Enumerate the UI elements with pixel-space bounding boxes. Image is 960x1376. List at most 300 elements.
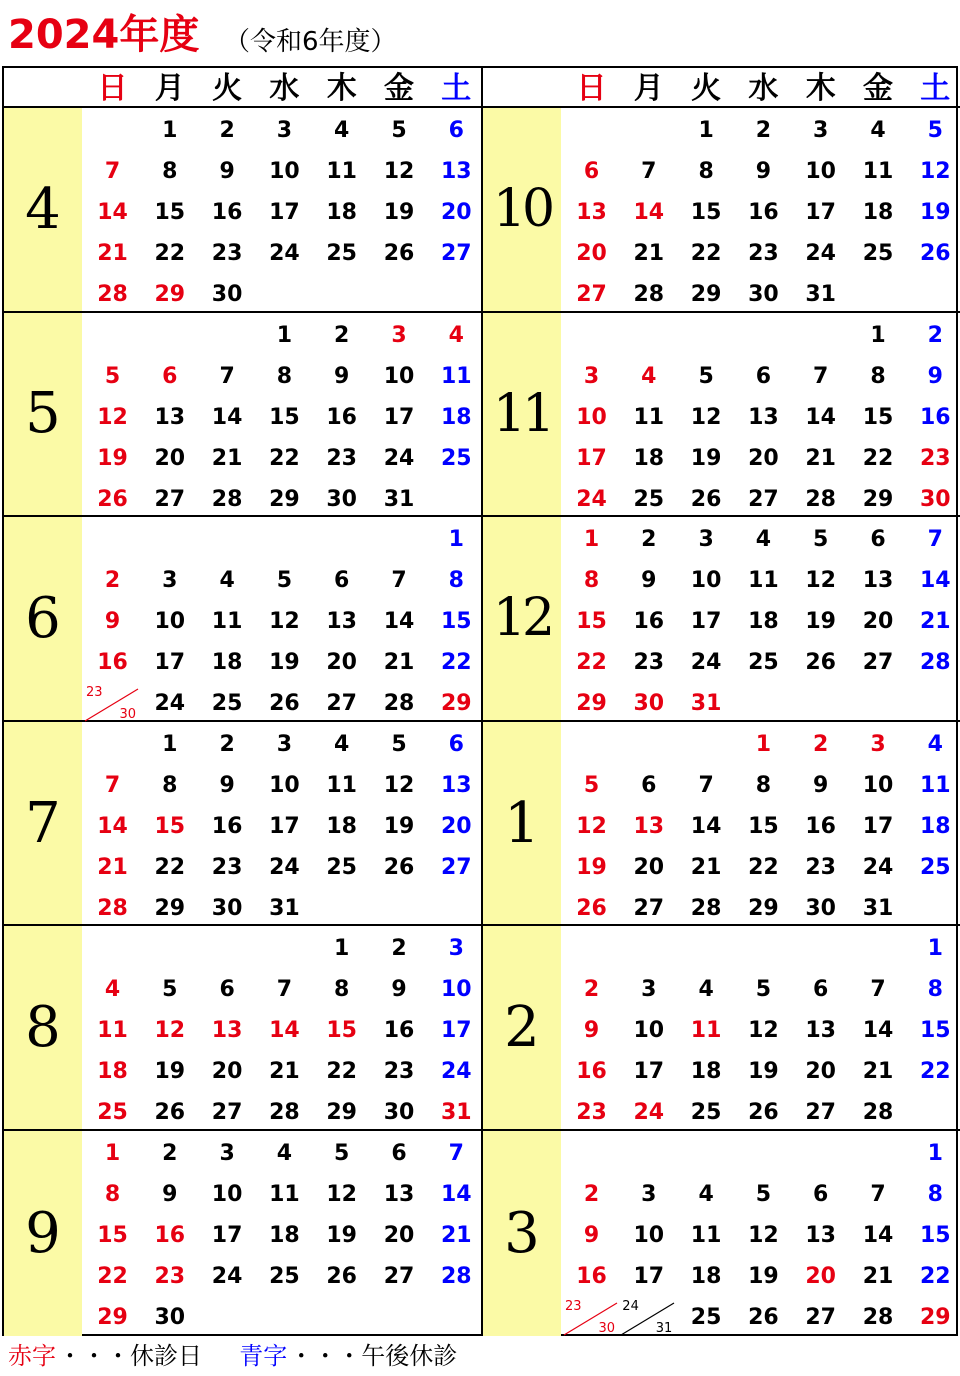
day-cell: 11 [326,159,357,184]
month-block [4,722,482,927]
weekday-label: 土 [920,71,951,106]
weekday-label: 水 [748,71,779,106]
day-cell: 26 [748,1305,779,1330]
day-cell: 17 [862,813,894,839]
day-cell: 14 [211,404,243,430]
day-cell: 24 [269,241,300,266]
day-cell: 24 [862,854,894,880]
day-cell: 18 [862,200,894,225]
day-cell: 27 [211,1100,243,1126]
day-cell: 12 [576,813,607,839]
day-cell: 16 [383,1018,415,1044]
day-cell: 30 [633,691,665,717]
day-cell: 17 [211,1223,243,1248]
day-cell: 25 [862,241,894,266]
day-cell: 27 [633,895,665,921]
day-cell: 14 [805,404,836,430]
day-cell: 5 [927,118,943,143]
day-cell: 15 [154,200,186,225]
day-cell: 19 [269,650,300,676]
day-cell: 27 [576,282,607,307]
day-cell: 29 [690,282,722,307]
day-cell: 26 [919,241,951,266]
day-cell: 1 [276,322,293,348]
day-cell: 10 [862,772,894,798]
day-cell: 15 [576,609,607,635]
day-cell: 29 [576,691,607,717]
day-cell: 19 [748,1059,779,1085]
day-cell: 21 [862,1059,894,1085]
day-cell: 14 [862,1223,894,1248]
day-cell: 23 [154,1264,186,1289]
day-cell: 13 [805,1018,836,1044]
day-cell: 13 [383,1182,415,1207]
month-block [4,1131,482,1336]
day-cell: 4 [698,1182,714,1207]
split-day-cell [619,1297,676,1338]
day-cell: 12 [154,1018,186,1044]
day-cell: 14 [690,813,722,839]
day-cell: 11 [440,363,472,389]
weekday-label: 金 [863,71,893,106]
day-cell: 11 [690,1018,722,1044]
day-cell: 10 [805,159,836,184]
day-cell: 22 [154,241,186,266]
day-cell: 30 [748,282,779,307]
day-cell: 4 [755,527,772,553]
day-cell: 14 [383,609,415,635]
day-cell: 30 [919,486,951,512]
day-cell: 24 [805,241,836,266]
day-cell: 17 [576,445,607,471]
day-cell: 19 [383,200,415,225]
day-cell: 28 [862,1305,894,1330]
day-cell: 9 [755,159,772,184]
day-cell: 27 [326,691,357,717]
day-cell: 9 [334,363,350,389]
day-cell: 4 [641,363,657,389]
day-cell: 6 [813,977,829,1003]
day-cell: 8 [162,159,178,184]
weekday-label: 土 [441,71,472,106]
day-cell: 13 [440,159,472,184]
day-cell: 11 [326,772,357,798]
day-cell: 20 [805,1059,836,1085]
day-cell: 25 [326,241,357,266]
day-cell: 10 [690,568,722,594]
day-cell: 21 [383,650,415,676]
day-cell: 19 [576,854,607,880]
day-cell: 20 [326,650,357,676]
day-cell: 22 [690,241,722,266]
month-label-cell [483,313,561,516]
day-cell: 8 [334,977,350,1003]
day-cell: 24 [154,691,186,717]
day-cell: 24 [576,486,607,512]
day-cell: 17 [383,404,415,430]
day-cell: 10 [633,1018,665,1044]
day-cell: 19 [805,609,836,635]
month-block [4,517,482,722]
day-cell: 10 [211,1182,243,1207]
day-cell: 9 [391,977,407,1003]
day-cell: 14 [919,568,951,594]
day-cell: 3 [276,731,293,757]
month-block [483,1131,960,1336]
day-cell: 15 [97,1223,128,1248]
split-day-second: 30 [119,707,136,723]
month-block [483,313,960,518]
day-cell: 28 [633,282,665,307]
month-block [4,926,482,1131]
month-label-cell [483,108,561,311]
day-cell: 13 [440,772,472,798]
day-cell: 17 [269,813,300,839]
day-cell: 13 [154,404,186,430]
legend-red-label: 赤字 [8,1342,56,1370]
day-cell: 31 [690,691,722,717]
day-cell: 15 [154,813,186,839]
day-cell: 8 [698,159,714,184]
day-cell: 21 [919,609,951,635]
day-cell: 4 [927,731,943,757]
day-cell: 5 [162,977,178,1003]
day-cell: 15 [862,404,894,430]
day-cell: 16 [919,404,951,430]
day-cell: 26 [576,895,607,921]
weekday-label: 木 [805,71,836,106]
legend-blue-desc: ・・・午後休診 [289,1342,458,1370]
day-cell: 24 [383,445,415,471]
day-cell: 16 [97,650,128,676]
day-cell: 12 [383,772,415,798]
day-cell: 26 [154,1100,186,1126]
month-label-cell [483,517,561,720]
day-cell: 6 [448,118,464,143]
day-cell: 16 [748,200,779,225]
legend [8,1338,459,1374]
month-number: 12 [492,588,552,649]
day-cell: 13 [862,568,894,594]
day-cell: 2 [583,977,600,1003]
day-cell: 21 [862,1264,894,1289]
month-number: 4 [25,176,61,242]
day-cell: 28 [919,650,951,676]
day-cell: 29 [862,486,894,512]
day-cell: 19 [154,1059,186,1085]
day-cell: 9 [927,363,943,389]
day-cell: 29 [440,691,472,717]
era-year-subtitle: （令和6年度） [224,27,397,57]
day-cell: 18 [440,404,472,430]
month-block [483,722,960,927]
month-number: 7 [25,790,61,856]
weekday-header [483,68,960,108]
day-cell: 6 [219,977,235,1003]
day-cell: 17 [269,200,300,225]
day-cell: 3 [583,363,600,389]
day-cell: 7 [813,363,829,389]
day-cell: 19 [326,1223,357,1248]
day-cell: 12 [383,159,415,184]
day-cell: 16 [576,1264,607,1289]
month-label-cell [483,926,561,1129]
day-cell: 13 [576,200,607,225]
day-cell: 6 [641,772,657,798]
weekday-label: 木 [326,71,357,106]
day-cell: 2 [162,1141,178,1166]
month-number: 1 [504,790,540,856]
day-cell: 31 [805,282,836,307]
day-cell: 22 [748,854,779,880]
day-cell: 18 [326,813,357,839]
day-cell: 21 [269,1059,300,1085]
calendar-column-right [481,68,960,1336]
day-cell: 7 [219,363,235,389]
day-cell: 6 [391,1141,407,1166]
day-cell: 31 [862,895,894,921]
day-cell: 3 [641,1182,657,1207]
day-cell: 10 [576,404,607,430]
day-cell: 16 [576,1059,607,1085]
day-cell: 2 [219,731,235,757]
day-cell: 13 [326,609,357,635]
day-cell: 26 [326,1264,357,1289]
month-block [4,313,482,518]
day-cell: 3 [219,1141,235,1166]
day-cell: 23 [211,854,243,880]
day-cell: 8 [104,1182,121,1207]
day-cell: 25 [97,1100,128,1126]
day-cell: 16 [154,1223,186,1248]
day-cell: 8 [276,363,293,389]
month-number: 8 [25,995,61,1061]
day-cell: 25 [690,1305,722,1330]
day-cell: 5 [391,118,407,143]
day-cell: 18 [690,1059,722,1085]
day-cell: 25 [440,445,472,471]
day-cell: 14 [633,200,665,225]
day-cell: 8 [927,977,943,1003]
calendar-column-left [4,68,482,1336]
day-cell: 6 [162,363,178,389]
day-cell: 3 [870,731,886,757]
day-cell: 6 [583,159,600,184]
day-cell: 9 [162,1182,178,1207]
day-cell: 21 [97,241,128,266]
day-cell: 22 [576,650,607,676]
month-number: 6 [25,585,61,651]
day-cell: 5 [583,772,600,798]
day-cell: 11 [211,609,243,635]
day-cell: 5 [391,731,407,757]
day-cell: 11 [862,159,894,184]
day-cell: 1 [927,936,943,962]
day-cell: 17 [690,609,722,635]
day-cell: 16 [211,813,243,839]
day-cell: 22 [154,854,186,880]
day-cell: 7 [391,568,407,594]
day-cell: 22 [326,1059,357,1085]
split-day-first: 23 [86,685,103,701]
day-cell: 24 [440,1059,472,1085]
day-cell: 8 [583,568,600,594]
day-cell: 12 [690,404,722,430]
day-cell: 7 [870,1182,886,1207]
day-cell: 21 [690,854,722,880]
day-cell: 19 [97,445,128,471]
day-cell: 2 [219,118,235,143]
day-cell: 25 [211,691,243,717]
day-cell: 6 [334,568,350,594]
day-cell: 20 [748,445,779,471]
day-cell: 5 [276,568,293,594]
day-cell: 20 [440,200,472,225]
day-cell: 28 [97,895,128,921]
day-cell: 7 [927,527,943,553]
day-cell: 14 [269,1018,300,1044]
month-block [4,108,482,313]
day-cell: 7 [104,772,121,798]
day-cell: 11 [269,1182,300,1207]
day-cell: 29 [154,895,186,921]
month-number: 9 [25,1200,61,1266]
day-cell: 8 [927,1182,943,1207]
day-cell: 15 [690,200,722,225]
day-cell: 20 [576,241,607,266]
weekday-label: 日 [576,71,607,106]
day-cell: 15 [919,1223,951,1248]
day-cell: 28 [269,1100,300,1126]
day-cell: 9 [583,1223,600,1248]
day-cell: 9 [219,159,235,184]
day-cell: 3 [162,568,178,594]
day-cell: 11 [97,1018,128,1044]
day-cell: 7 [448,1141,464,1166]
day-cell: 29 [326,1100,357,1126]
day-cell: 2 [927,322,943,348]
day-cell: 7 [641,159,657,184]
day-cell: 26 [805,650,836,676]
day-cell: 26 [383,241,415,266]
day-cell: 21 [97,854,128,880]
day-cell: 22 [862,445,894,471]
day-cell: 6 [755,363,772,389]
day-cell: 14 [97,813,128,839]
day-cell: 21 [211,445,243,471]
day-cell: 1 [104,1141,121,1166]
day-cell: 1 [870,322,886,348]
day-cell: 3 [698,527,714,553]
day-cell: 6 [870,527,886,553]
split-day-cell [562,1297,619,1338]
day-cell: 20 [862,609,894,635]
day-cell: 2 [104,568,121,594]
day-cell: 11 [690,1223,722,1248]
split-day-cell [83,683,140,724]
day-cell: 20 [440,813,472,839]
day-cell: 25 [748,650,779,676]
day-cell: 2 [583,1182,600,1207]
day-cell: 9 [641,568,657,594]
day-cell: 25 [690,1100,722,1126]
day-cell: 4 [219,568,235,594]
day-cell: 9 [219,772,235,798]
day-cell: 4 [334,118,350,143]
day-cell: 1 [162,118,178,143]
day-cell: 14 [440,1182,472,1207]
day-cell: 29 [154,282,186,307]
day-cell: 15 [269,404,300,430]
day-cell: 23 [211,241,243,266]
day-cell: 9 [583,1018,600,1044]
day-cell: 12 [748,1223,779,1248]
day-cell: 9 [813,772,829,798]
day-cell: 27 [862,650,894,676]
day-cell: 23 [326,445,357,471]
day-cell: 30 [154,1305,186,1330]
day-cell: 30 [211,895,243,921]
day-cell: 10 [633,1223,665,1248]
day-cell: 16 [326,404,357,430]
day-cell: 18 [97,1059,128,1085]
day-cell: 10 [269,772,300,798]
day-cell: 14 [862,1018,894,1044]
day-cell: 19 [748,1264,779,1289]
day-cell: 30 [383,1100,415,1126]
month-number: 11 [492,383,552,444]
day-cell: 23 [748,241,779,266]
day-cell: 18 [211,650,243,676]
day-cell: 30 [211,282,243,307]
day-cell: 11 [748,568,779,594]
day-cell: 5 [698,363,714,389]
day-cell: 1 [448,527,464,553]
day-cell: 28 [383,691,415,717]
day-cell: 3 [448,936,464,962]
day-cell: 12 [805,568,836,594]
day-cell: 4 [104,977,121,1003]
month-block [483,926,960,1131]
day-cell: 12 [748,1018,779,1044]
day-cell: 22 [919,1059,951,1085]
weekday-label: 月 [633,71,664,106]
month-number: 10 [492,179,552,240]
day-cell: 9 [104,609,121,635]
day-cell: 4 [870,118,886,143]
day-cell: 22 [269,445,300,471]
day-cell: 18 [748,609,779,635]
month-label-cell [4,108,82,311]
day-cell: 25 [269,1264,300,1289]
day-cell: 6 [813,1182,829,1207]
day-cell: 17 [633,1059,665,1085]
day-cell: 23 [576,1100,607,1126]
day-cell: 7 [870,977,886,1003]
annual-calendar [2,66,958,1336]
day-cell: 20 [805,1264,836,1289]
day-cell: 29 [97,1305,128,1330]
day-cell: 7 [276,977,293,1003]
day-cell: 22 [440,650,472,676]
month-label-cell [4,722,82,925]
day-cell: 15 [748,813,779,839]
day-cell: 20 [154,445,186,471]
day-cell: 6 [448,731,464,757]
day-cell: 7 [698,772,714,798]
day-cell: 28 [440,1264,472,1289]
day-cell: 20 [211,1059,243,1085]
